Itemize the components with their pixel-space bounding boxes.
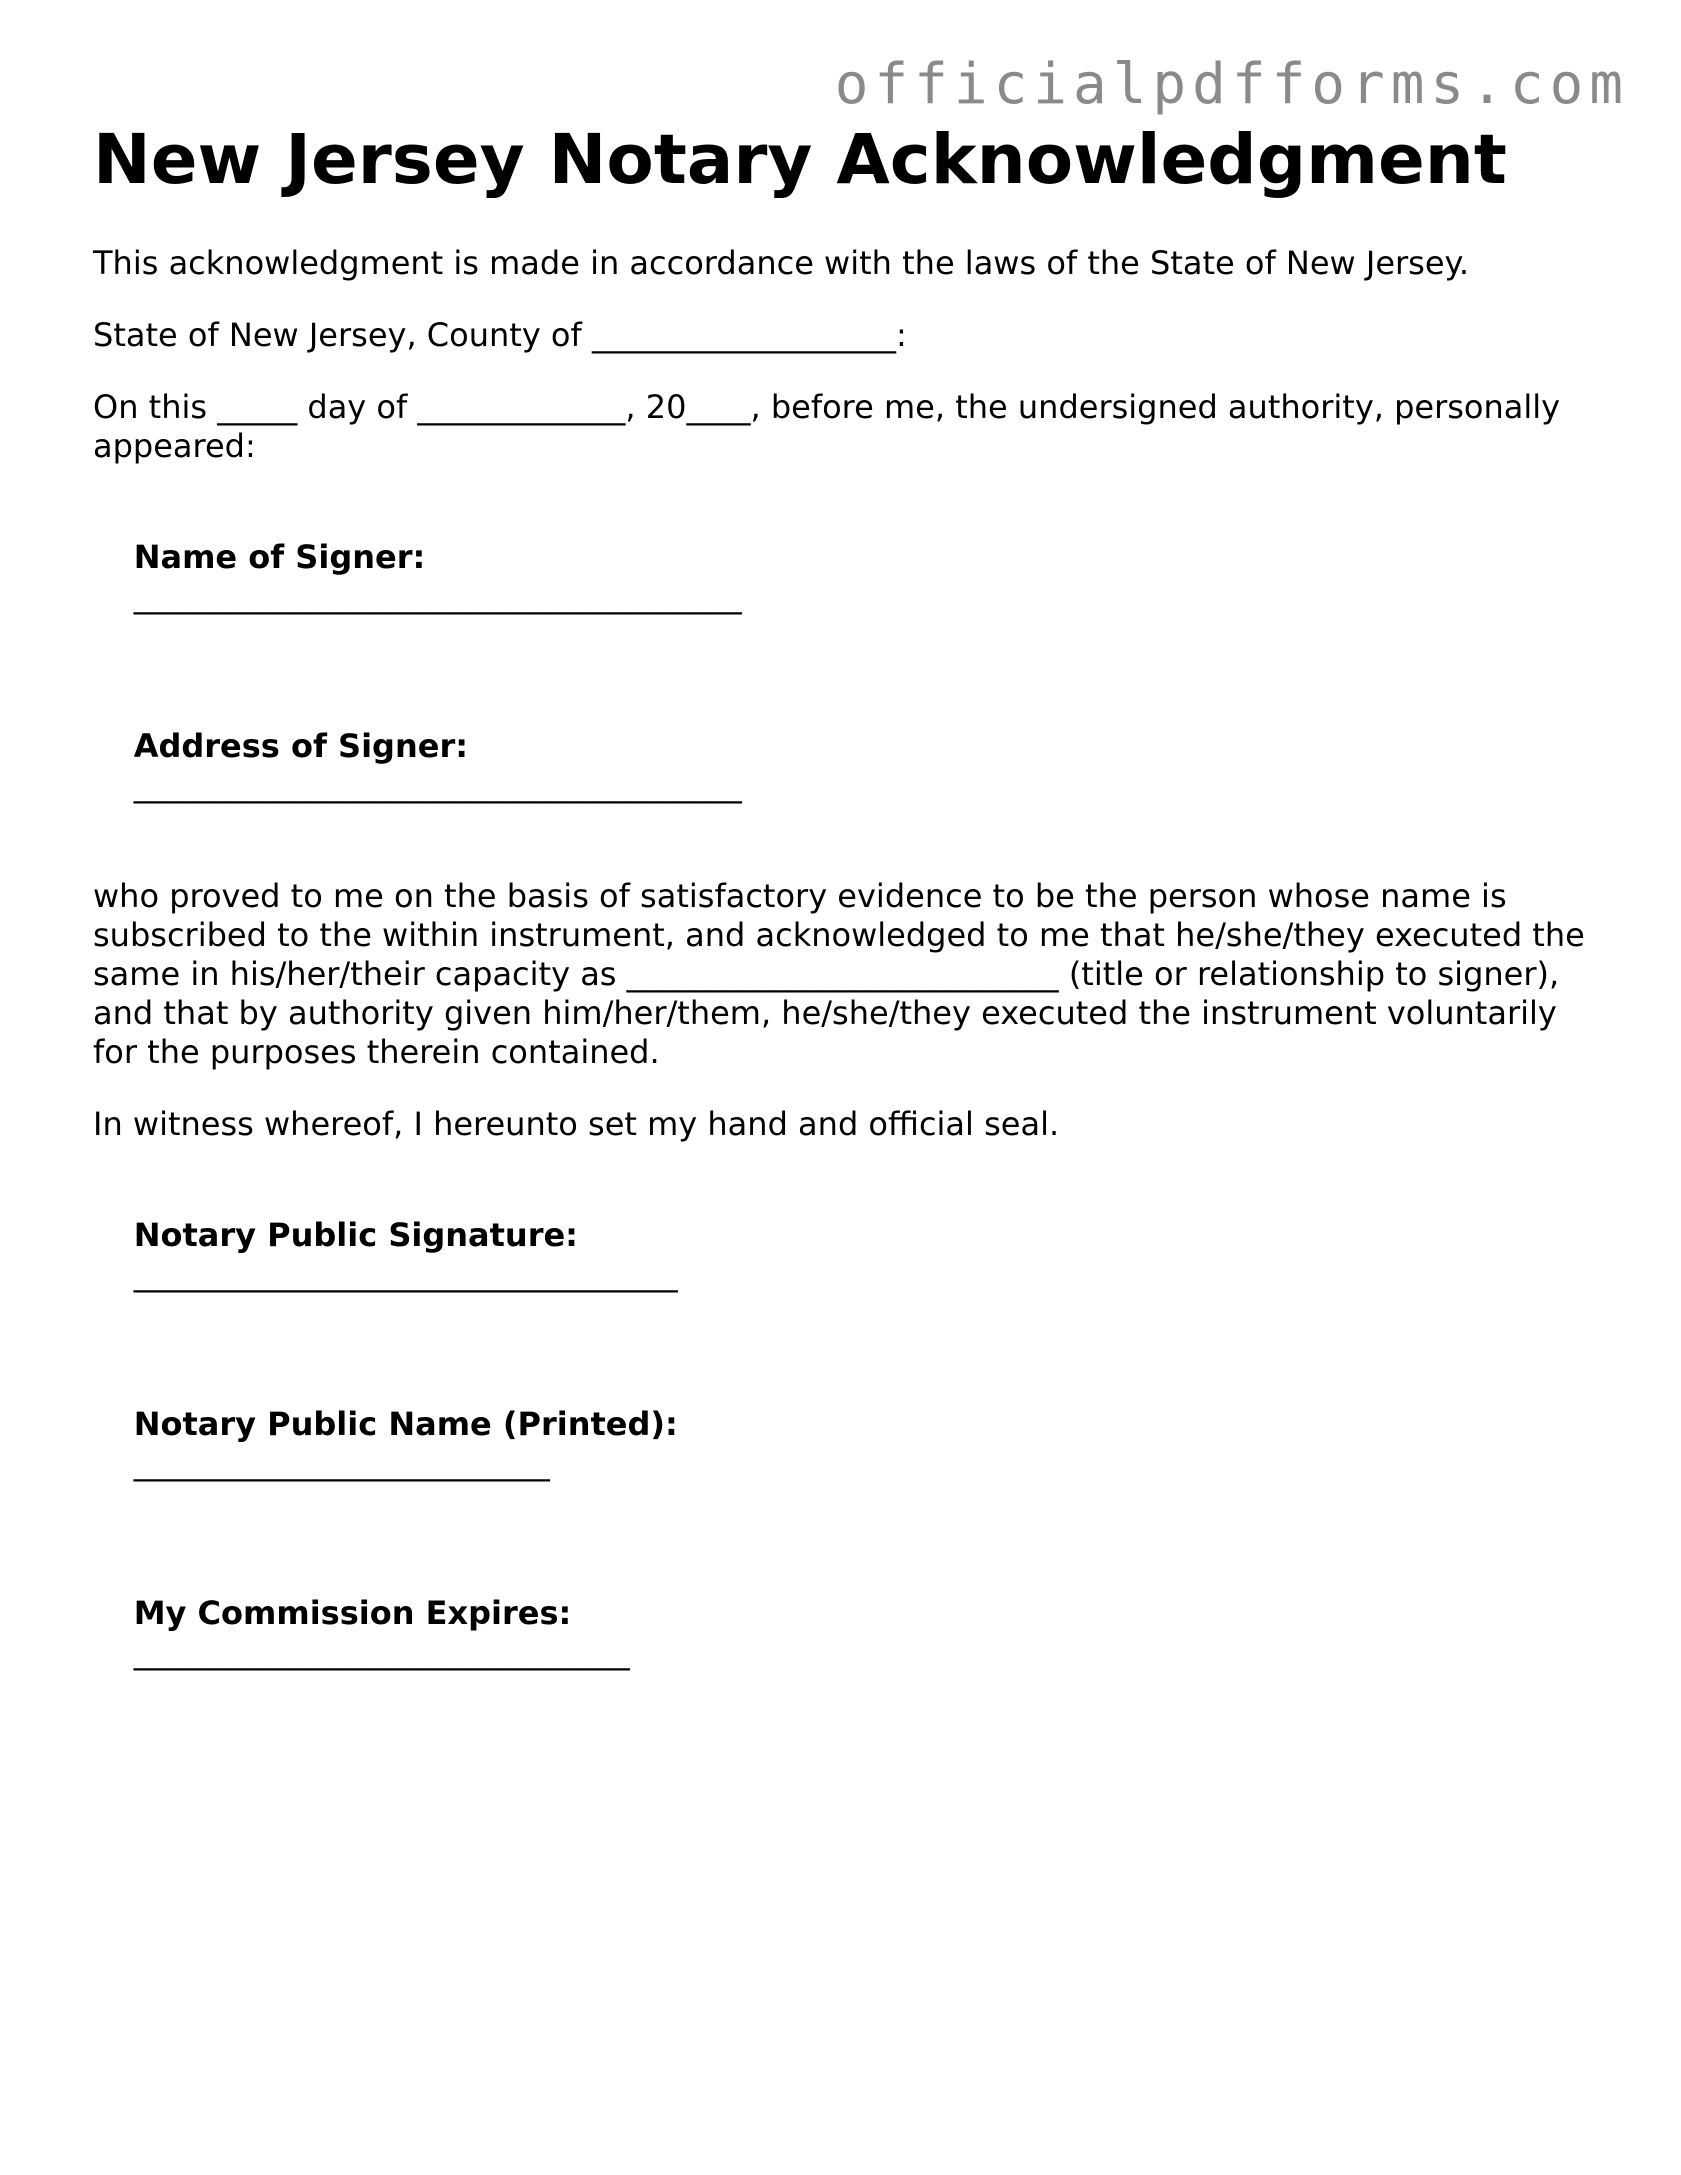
page-title: New Jersey Notary Acknowledgment [93, 120, 1507, 200]
notary-signature-label: Notary Public Signature: [133, 1216, 578, 1254]
signer-name-field [93, 499, 1593, 655]
signer-name-label: Name of Signer: [133, 538, 426, 576]
county-line: State of New Jersey, County of ___________________: [93, 316, 907, 354]
signer-address-field [93, 688, 1593, 844]
commission-expires-label: My Commission Expires: [133, 1594, 572, 1632]
signer-address-label: Address of Signer: [133, 727, 469, 765]
notary-signature-blank[interactable]: __________________________________ [133, 1255, 678, 1293]
signer-name-blank[interactable]: ______________________________________ [133, 577, 742, 615]
commission-expires-blank[interactable]: _______________________________ [133, 1633, 630, 1671]
watermark-logo: officialpdfforms.com [834, 52, 1629, 117]
notary-printed-name-blank[interactable]: __________________________ [133, 1444, 550, 1482]
acknowledgment-body-paragraph: who proved to me on the basis of satisfactory evidence to be the person whose name is subscribed to the within instrument, and acknowledged to me that he/she/they executed the same in his/her/their capacity as ___________________________ (title or relationship to signer), and that by authority given him/her/them, he/she/they executed the instrument voluntarily for the purposes therein contained. [93, 877, 1595, 1071]
document-page [93, 118, 1593, 1711]
intro-paragraph: This acknowledgment is made in accordance with the laws of the State of New Jersey. [93, 244, 1470, 282]
notary-printed-name-label: Notary Public Name (Printed): [133, 1405, 678, 1443]
notary-printed-name-field [93, 1366, 1593, 1522]
signer-address-blank[interactable]: ______________________________________ [133, 766, 742, 804]
witness-line: In witness whereof, I hereunto set my hand and official seal. [93, 1105, 1060, 1143]
commission-expires-field [93, 1555, 1593, 1711]
date-line: On this _____ day of _____________, 20____, before me, the undersigned authority, personally appeared: [93, 388, 1571, 465]
notary-signature-field [93, 1177, 1593, 1333]
